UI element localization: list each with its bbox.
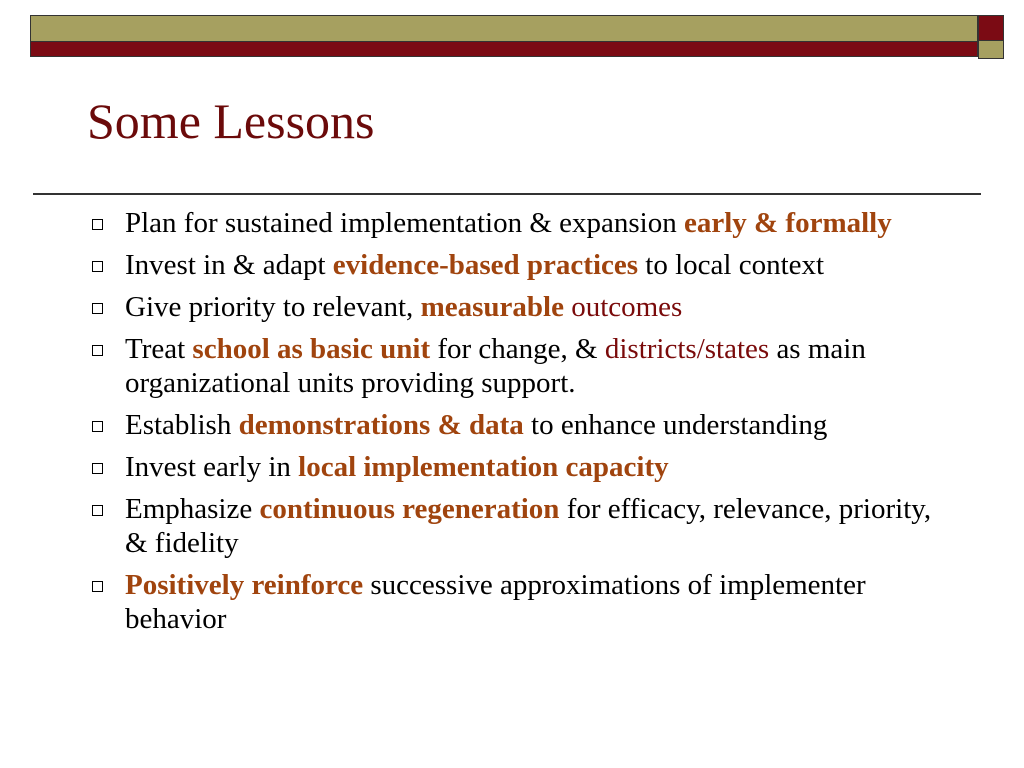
square-bullet-icon [92,463,103,474]
square-bullet-icon [92,581,103,592]
corner-block-maroon [978,15,1004,41]
bullet-text: successive approximations of implementer behavior [125,569,866,635]
bullet-highlight: local implementation capacity [298,451,669,483]
square-bullet-icon [92,219,103,230]
bullet-text: to enhance understanding [523,409,828,441]
bullet-highlight: evidence-based practices [332,249,639,281]
bullet-accent: districts/states [604,333,770,365]
bullet-accent: outcomes [563,291,683,323]
list-item [92,492,952,560]
bullet-highlight: demonstrations & data [238,409,524,441]
bullet-text: Treat [125,333,193,365]
slide-title: Some Lessons [87,93,375,149]
list-item [92,290,952,324]
square-bullet-icon [92,303,103,314]
bullet-highlight: school as basic unit [192,333,431,365]
bullet-text: Give priority to relevant, [125,291,421,323]
title-divider [33,193,981,195]
bullet-text: Invest in & adapt [125,249,333,281]
bullet-highlight: measurable [420,291,564,323]
bullet-highlight: early & formally [683,207,892,239]
lessons-list [92,206,952,644]
bullet-highlight: continuous regeneration [259,493,560,525]
bullet-text: Invest early in [125,451,299,483]
square-bullet-icon [92,505,103,516]
bullet-highlight: Positively reinforce [125,569,364,601]
list-item [92,248,952,282]
list-item [92,568,952,636]
square-bullet-icon [92,345,103,356]
bullet-text: Emphasize [125,493,260,525]
corner-block-olive [978,40,1004,59]
square-bullet-icon [92,261,103,272]
header-banner-olive-stripe [31,16,977,42]
bullet-text: for change, & [430,333,605,365]
bullet-text: Establish [125,409,239,441]
bullet-text: as main organizational units providing support. [125,333,866,399]
bullet-text: Plan for sustained implementation & expansion [125,207,684,239]
bullet-text: for efficacy, relevance, priority, & fidelity [125,493,932,559]
list-item [92,332,952,400]
list-item [92,450,952,484]
bullet-text: to local context [638,249,825,281]
header-banner [30,15,978,57]
list-item [92,408,952,442]
square-bullet-icon [92,421,103,432]
list-item [92,206,952,240]
